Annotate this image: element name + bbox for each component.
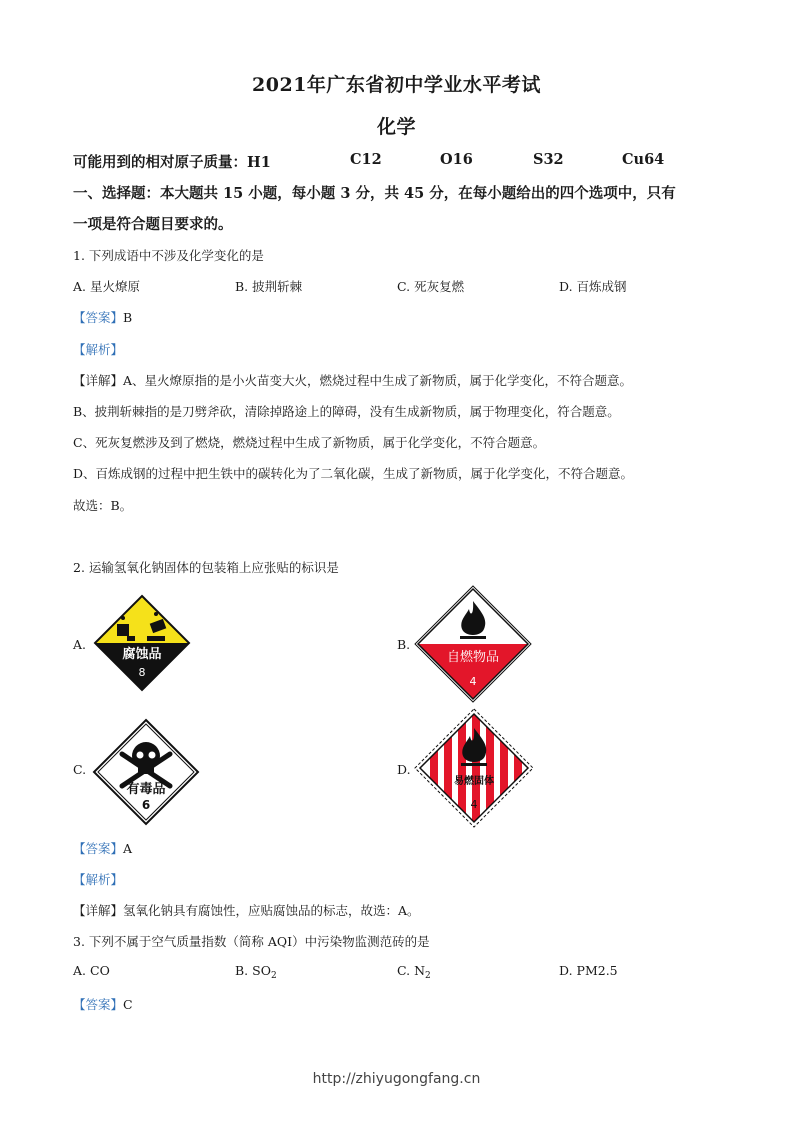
atomic-mass-s: S32 [533,151,564,168]
q1-answer-line [73,308,132,326]
atomic-mass-cu: Cu64 [622,151,665,168]
q1-detail-b: B、披荆斩棘指的是刀劈斧砍，清除掉路途上的障碍，没有生成新物质，属于物理变化，符合题意。 [73,404,620,419]
q2-detail-tag: 【详解】 [73,903,124,918]
q1-option-d: D. 百炼成钢 [559,279,627,294]
q1-answer: B [123,310,133,325]
q1-detail-tag: 【详解】 [73,373,124,388]
q1-option-b: B. 披荆斩棘 [235,279,303,294]
q2-analysis-tag: 【解析】 [73,872,124,887]
flammable-sign-text: 易燃固体 [454,776,494,787]
q1-choice: 故选：B。 [73,498,133,513]
q3-option-c-label: C. [397,963,411,978]
spontaneous-sign-text: 自燃物品 [446,650,500,665]
q2-answer-line [73,839,132,857]
q2-option-b-label: B. [397,637,411,652]
footer-url[interactable]: http://zhiyugongfang.cn [312,1071,481,1087]
q2-answer-tag: 【答案】 [73,841,124,856]
q2-option-c-label: C. [73,762,87,777]
atomic-mass-o: O16 [440,151,473,168]
q1-analysis-tag: 【解析】 [73,342,124,357]
spontaneous-combustion-sign [414,585,532,703]
atomic-mass-label: 可能用到的相对原子质量：H1 [73,154,271,171]
flammable-solid-sign [414,708,534,828]
q1-stem: 1. 下列成语中不涉及化学变化的是 [73,248,264,263]
q1-option-a: A. 星火燎原 [73,279,140,294]
q2-detail-line [73,901,420,919]
corrosive-sign-text: 腐蚀品 [122,647,162,662]
q1-detail-a-line [73,371,632,389]
q3-stem: 3. 下列不属于空气质量指数（简称 AQI）中污染物监测范砖的是 [73,934,430,949]
q3-option-b [235,963,277,981]
q3-answer-line [73,995,133,1013]
q3-option-c [397,963,431,981]
page-title: 2021年广东省初中学业水平考试 [252,74,541,96]
flammable-sign-number: 4 [470,798,478,811]
page-subtitle: 化学 [376,116,416,138]
corrosive-sign [93,594,191,692]
toxic-sign-number: 6 [141,798,151,812]
q1-detail-d: D、百炼成钢的过程中把生铁中的碳转化为了二氧化碳，生成了新物质，属于化学变化，不符合题意。 [73,466,634,481]
q3-option-a [73,963,110,978]
corrosive-sign-number: 8 [138,666,146,679]
q2-option-d-label: D. [397,762,411,777]
section-heading-line2: 一项是符合题目要求的。 [73,216,233,233]
q3-option-d-label: D. [559,963,573,978]
toxic-sign-text: 有毒品 [126,782,166,797]
atomic-mass-c: C12 [350,151,382,168]
q1-answer-tag: 【答案】 [73,310,124,325]
q2-stem: 2. 运输氢氧化钠固体的包装箱上应张贴的标识是 [73,560,339,575]
q2-answer: A [123,841,133,856]
q3-option-d-text: PM2.5 [576,963,618,978]
q1-detail-c: C、死灰复燃涉及到了燃烧，燃烧过程中生成了新物质，属于化学变化，不符合题意。 [73,435,546,450]
q3-option-c-text: N [414,963,426,978]
q3-option-a-label: A. [73,963,87,978]
spontaneous-sign-number: 4 [469,675,477,688]
section-heading-line1: 一、选择题：本大题共 15 小题，每小题 3 分，共 45 分，在每小题给出的四个选项中，只有 [73,185,676,202]
q3-option-d [559,963,618,978]
q3-answer: C [123,997,133,1012]
q1-option-c: C. 死灰复燃 [397,279,465,294]
q3-answer-tag: 【答案】 [73,997,124,1012]
q3-option-b-text: SO [252,963,271,978]
toxic-sign [92,718,200,826]
q2-detail: 氢氧化钠具有腐蚀性，应贴腐蚀品的标志，故选：A。 [123,903,420,918]
q1-detail-a: A、星火燎原指的是小火苗变大火，燃烧过程中生成了新物质，属于化学变化，不符合题意。 [123,373,633,388]
q2-option-a-label: A. [73,637,87,652]
q3-option-b-subscript: 2 [270,971,277,981]
q3-option-c-subscript: 2 [425,971,431,981]
q3-option-a-text: CO [90,963,110,978]
q3-option-b-label: B. [235,963,249,978]
